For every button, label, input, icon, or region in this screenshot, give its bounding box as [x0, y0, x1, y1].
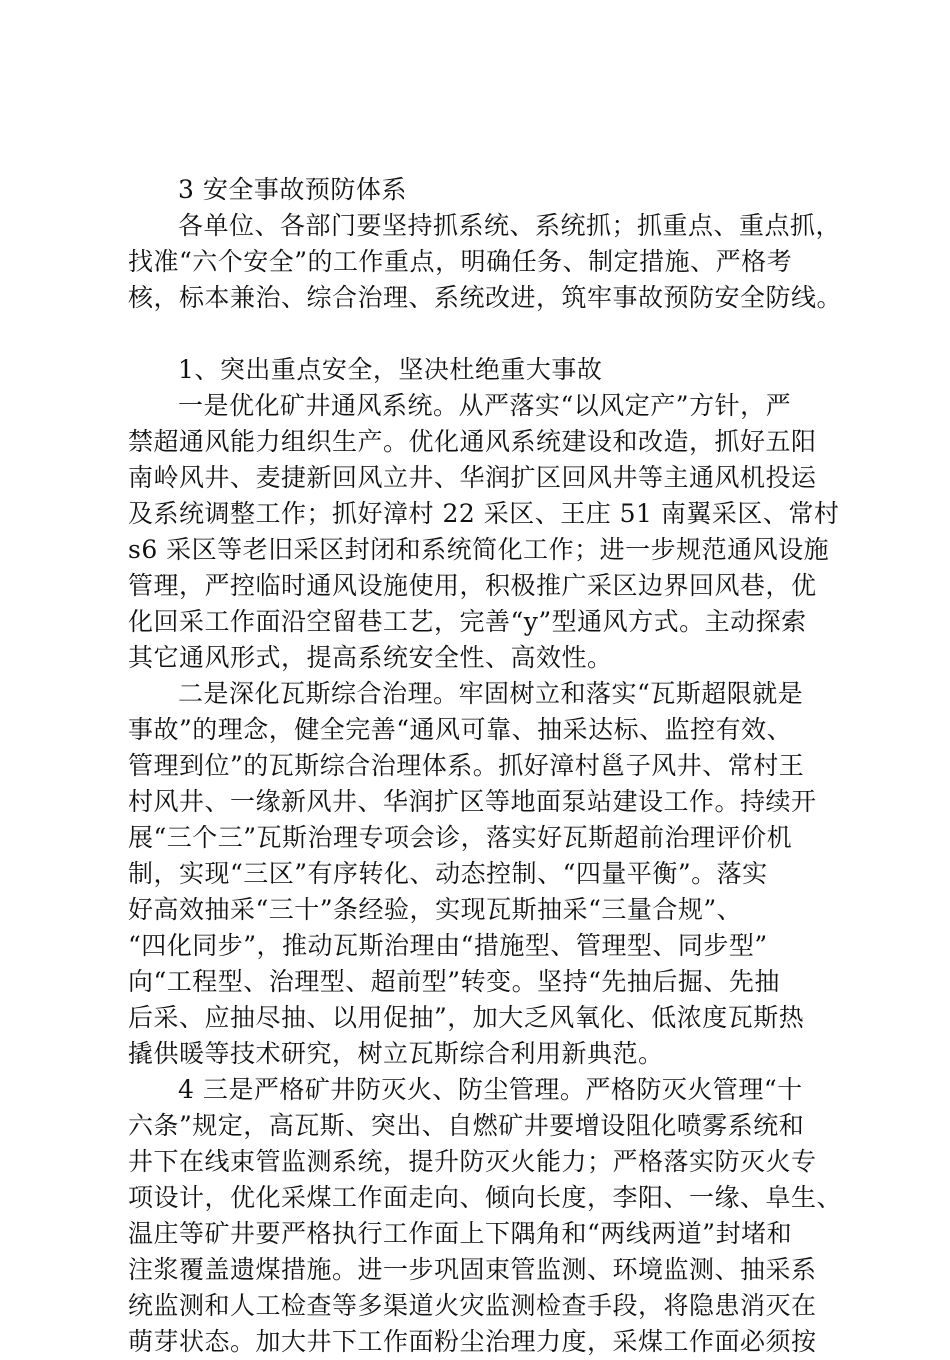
paragraph-line: 制，实现“三区”有序转化、动态控制、“四量平衡”。落实 [128, 859, 768, 888]
paragraph-line: 井下在线束管监测系统，提升防灭火能力；严格落实防灭火专 [128, 1147, 817, 1176]
intro-line: 找准“六个安全”的工作重点，明确任务、制定措施、严格考 [128, 247, 793, 276]
paragraph-line: 4 三是严格矿井防灭火、防尘管理。严格防灭火管理“十 [178, 1075, 803, 1104]
paragraph-line: 化回采工作面沿空留巷工艺，完善“y”型通风方式。主动探索 [128, 607, 807, 636]
paragraph-line: 其它通风形式，提高系统安全性、高效性。 [128, 643, 613, 672]
paragraph-line: 事故”的理念，健全完善“通风可靠、抽采达标、监控有效、 [128, 715, 793, 744]
paragraph-line: 管理到位”的瓦斯综合治理体系。抓好漳村邕子风井、常村王 [128, 751, 805, 780]
paragraph-line: 向“工程型、治理型、超前型”转变。坚持“先抽后掘、先抽 [128, 967, 780, 996]
paragraph-line: 六条”规定，高瓦斯、突出、自燃矿井要增设阻化喷雾系统和 [128, 1111, 805, 1140]
paragraph-line: 二是深化瓦斯综合治理。牢固树立和落实“瓦斯超限就是 [178, 679, 804, 708]
paragraph-gas-control [128, 676, 848, 1072]
paragraph-fire-dust [128, 1072, 848, 1360]
paragraph-line: 萌芽状态。加大井下工作面粉尘治理力度，采煤工作面必须按 [128, 1327, 817, 1356]
paragraph-line: 统监测和人工检查等多渠道火灾监测检查手段，将隐患消灭在 [128, 1291, 817, 1320]
paragraph-line: 好高效抽采“三十”条经验，实现瓦斯抽采“三量合规”、 [128, 895, 743, 924]
paragraph-line: 温庄等矿井要严格执行工作面上下隅角和“两线两道”封堵和 [128, 1219, 793, 1248]
paragraph-line: “四化同步”，推动瓦斯治理由“措施型、管理型、同步型” [128, 931, 768, 960]
paragraph-line: s6 采区等老旧采区封闭和系统简化工作；进一步规范通风设施 [128, 535, 830, 564]
paragraph-line: 村风井、一缘新风井、华润扩区等地面泵站建设工作。持续开 [128, 787, 817, 816]
paragraph-ventilation [128, 388, 848, 676]
blank-line [128, 316, 848, 352]
paragraph-line: 及系统调整工作；抓好漳村 22 采区、王庄 51 南翼采区、常村 [128, 499, 840, 528]
paragraph-line: 南岭风井、麦捷新回风立井、华润扩区回风井等主通风机投运 [128, 463, 817, 492]
paragraph-line: 禁超通风能力组织生产。优化通风系统建设和改造，抓好五阳 [128, 427, 817, 456]
intro-line: 核，标本兼治、综合治理、系统改进，筑牢事故预防安全防线。 [128, 283, 843, 312]
paragraph-line: 项设计，优化采煤工作面走向、倾向长度，李阳、一缘、阜生、 [128, 1183, 843, 1212]
subsection-heading: 1、突出重点安全，坚决杜绝重大事故 [178, 355, 603, 384]
paragraph-line: 注浆覆盖遗煤措施。进一步巩固束管监测、环境监测、抽采系 [128, 1255, 817, 1284]
paragraph-line: 后采、应抽尽抽、以用促抽”，加大乏风氧化、低浓度瓦斯热 [128, 1003, 805, 1032]
document-body [128, 172, 848, 1360]
section-heading: 3 安全事故预防体系 [178, 175, 407, 204]
paragraph-line: 撬供暖等技术研究，树立瓦斯综合利用新典范。 [128, 1039, 664, 1068]
paragraph-line: 展“三个三”瓦斯治理专项会诊，落实好瓦斯超前治理评价机 [128, 823, 793, 852]
paragraph-line: 管理，严控临时通风设施使用，积极推广采区边界回风巷，优 [128, 571, 817, 600]
paragraph-line: 一是优化矿井通风系统。从严落实“以风定产”方针，严 [178, 391, 792, 420]
intro-line: 各单位、各部门要坚持抓系统、系统抓；抓重点、重点抓， [178, 211, 842, 240]
